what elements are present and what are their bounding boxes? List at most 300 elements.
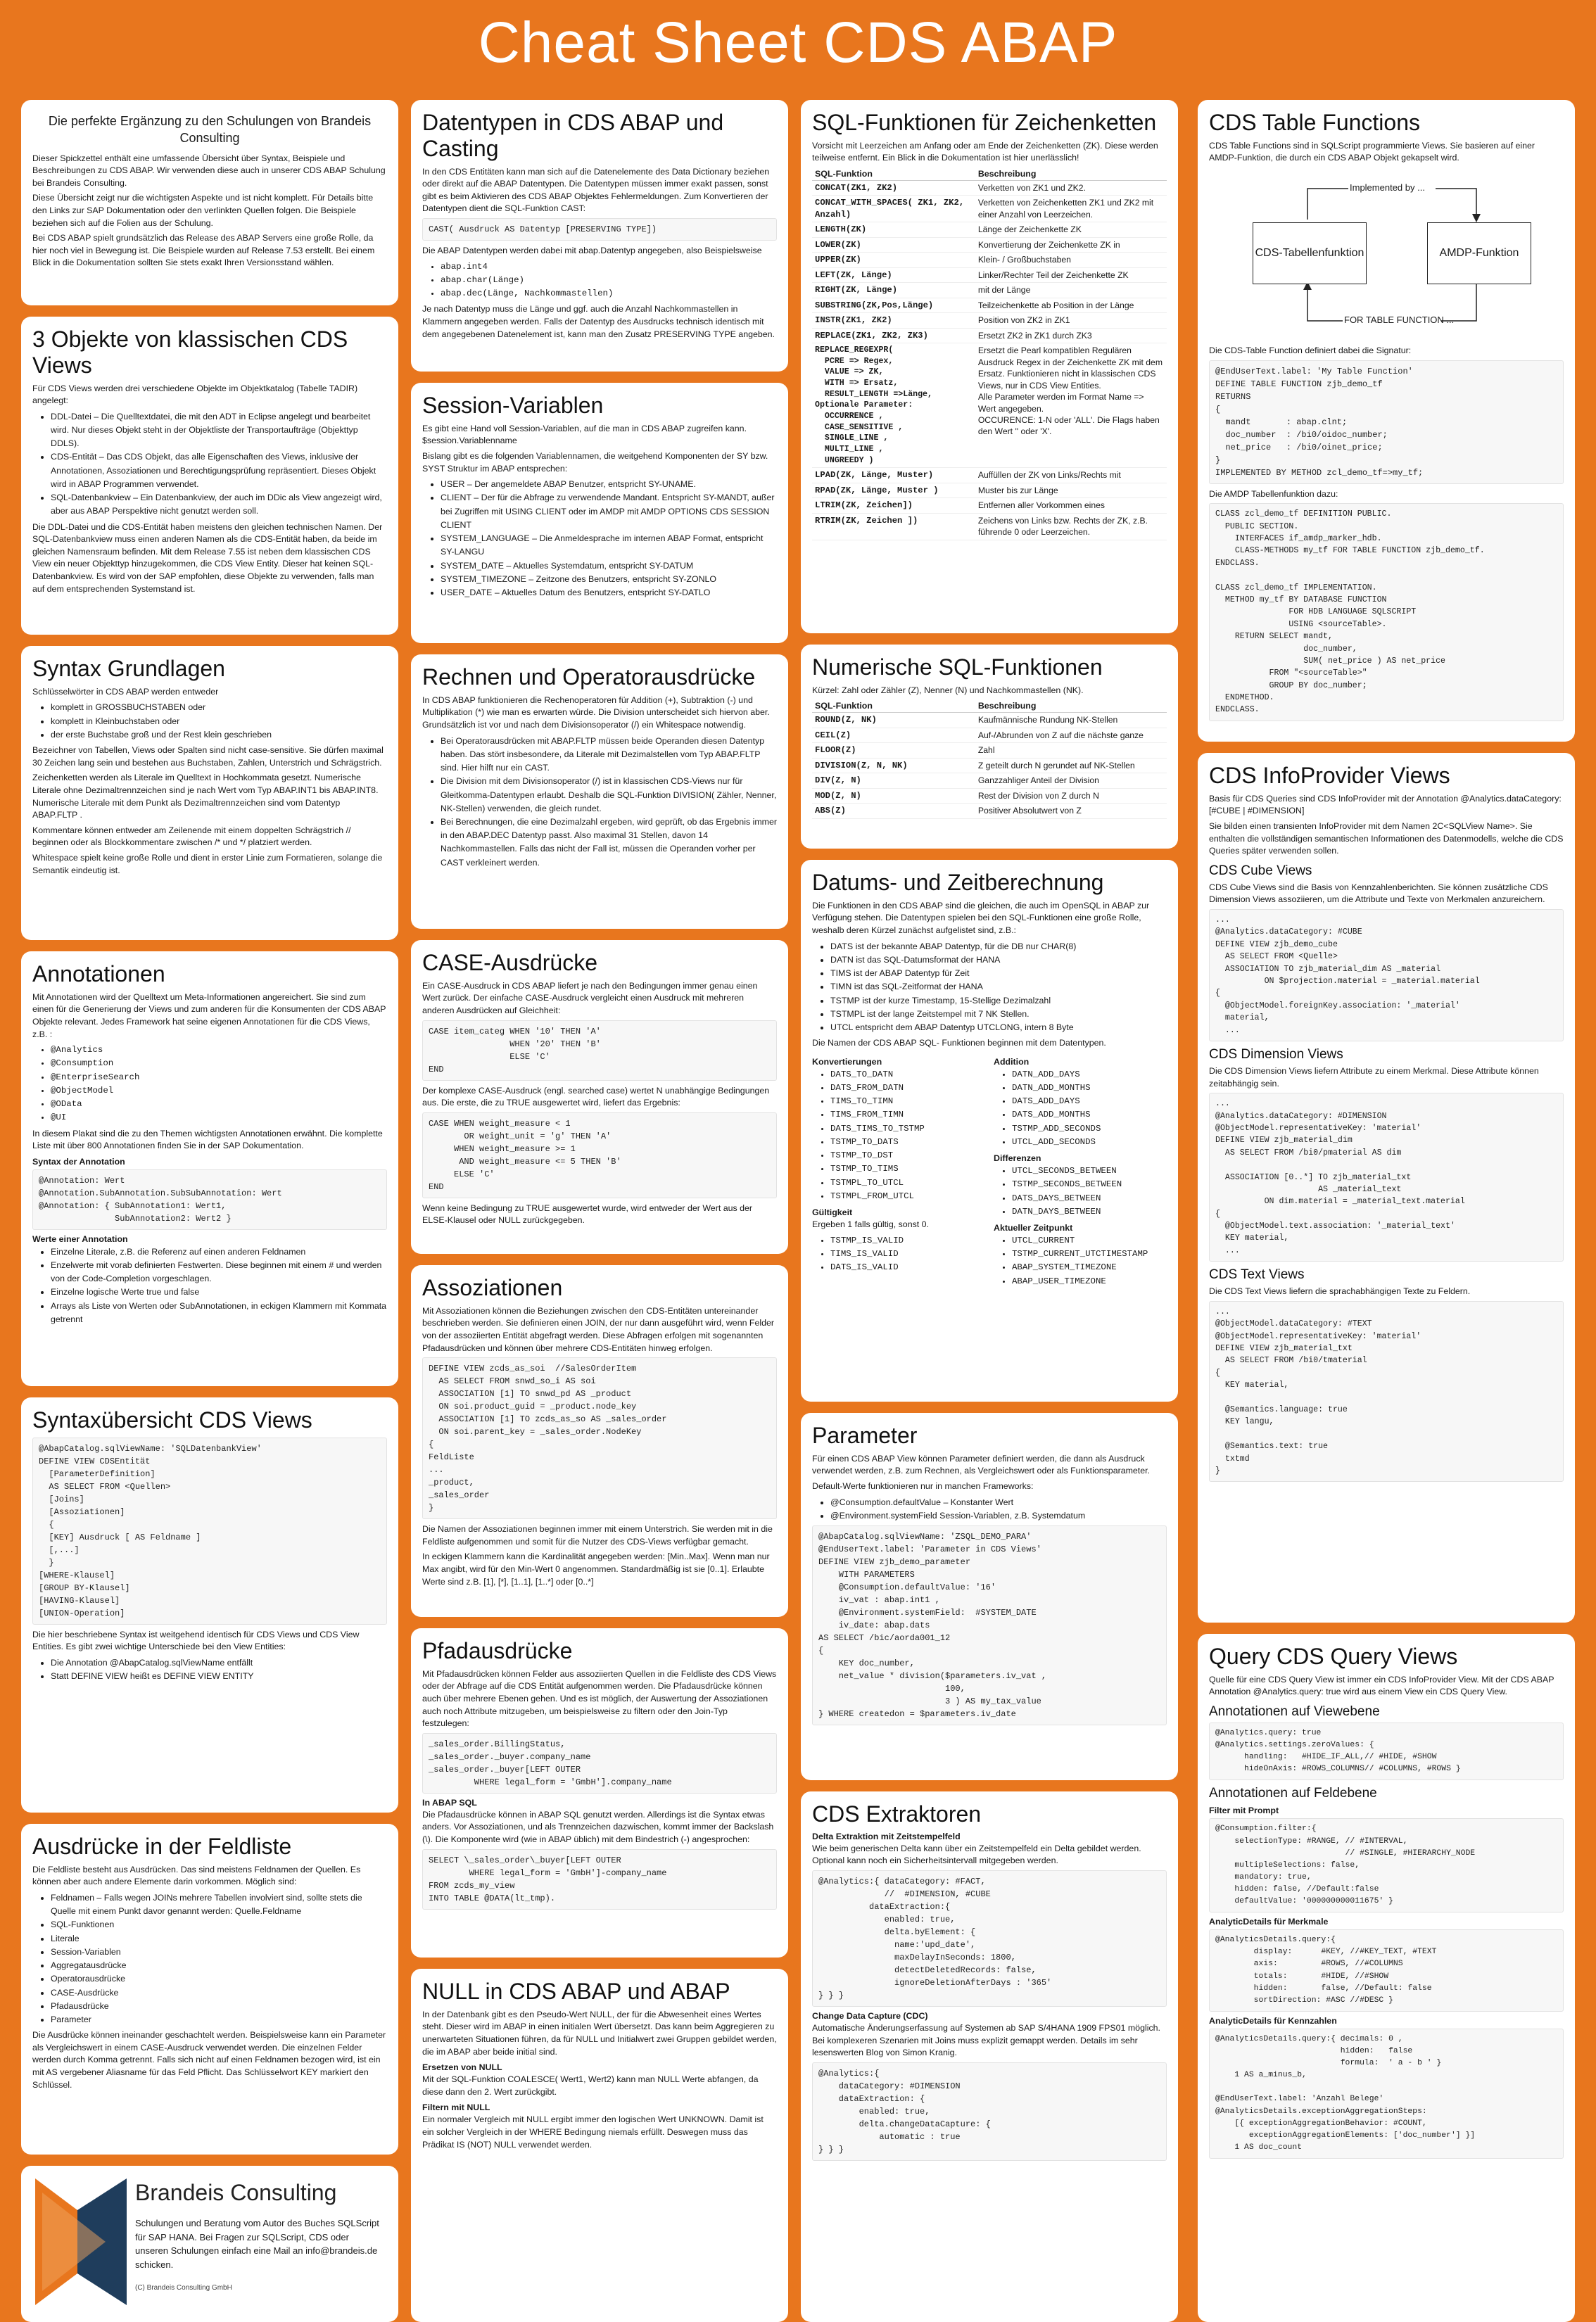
operators-list [422,735,777,870]
section-heading: Numerische SQL-Funktionen [812,654,1103,680]
numeric-functions-card [801,645,1178,849]
table-cell: Auf-/Abrunden von Z auf die nächste ganze [975,728,1167,742]
datatypes-card [411,100,788,372]
table-cell: MOD(Z, N) [812,788,975,803]
code-block: @EndUserText.label: 'My Table Function' DEFINE TABLE FUNCTION zjb_demo_tf RETURNS { mandt : abap.clnt; doc_number : /bi0/oidoc_number; net_price : /bi0/oinet_price; } IMPLEMENTED BY METHOD zcl_demo_tf=>my_tf; [1209,360,1564,484]
brand-copyright: (C) Brandeis Consulting GmbH [135,2284,232,2292]
section-heading: NULL in CDS ABAP und ABAP [422,1979,730,2004]
list-item: • @Analytics [51,1043,387,1057]
list-item: • CDS-Entität – Das CDS Objekt, das alle Eigenschaften des Views, inklusive der Annotationen, Assoziationen und Berechtigungsprüfung repräsentiert. Dieses Objekt wird in ABAP Programmen verwendet. [51,450,387,491]
annotations-lead: Mit Annotationen wird der Quelltext um Meta-Informationen angereichert. Sie sind zum einen für die Generierung der Views und zum anderen für die Konsumenten der CDS ABAP Objekte relevant. Jedes Framework hat seine eigenen Annotationen für die CDS Views, z.B. : [32,991,386,1039]
extract-lead: Wie beim generischen Delta kann über ein Zeitstempelfeld ein Delta gebildet werden. Optional kann noch ein Sicherheitsintervall mitgegeben werden. [812,1843,1141,1866]
table-header-row [812,699,1167,713]
table-row [812,498,1167,513]
table-cell: Position von ZK2 in ZK1 [975,313,1167,328]
table-cell: LENGTH(ZK) [812,222,975,237]
list-item: • TIMS ist der ABAP Datentyp für Zeit [830,967,1167,980]
list-item: • DATS_DAYS_BETWEEN [1012,1192,1167,1205]
section-heading: Session-Variablen [422,393,604,418]
table-cell: Ersetzt ZK2 in ZK1 durch ZK3 [975,328,1167,343]
list-item: • SYSTEM_LANGUAGE – Die Anmeldesprache im internen ABAP Format, entspricht SY-LANGU [441,532,777,559]
section-heading: Datentypen in CDS ABAP und Casting [422,110,724,161]
list-item: • TSTMP_TO_TIMS [830,1162,985,1176]
list-item: • @Consumption [51,1057,387,1070]
objects-tail: Die DDL-Datei und die CDS-Entität haben meistens den gleichen technischen Namen. Der SQL-Datenbankview muss einen anderen Namen als die CDS-Entität haben, da beide im gleichen Namensraum befinden. Mit dem Release 7.55 ist neben dem klassischen CDS View ein neuer Objekttyp hinzugekommen, die CDS View Entity. Dieser hat keinen SQL-Datenbankview. Es wird von der SAP empfohlen, diese Objekte zu verwenden, falls man auf dem entsprechenden Systemstand ist. [32,521,383,594]
list-item: • Die Annotation @AbapCatalog.sqlViewName entfällt [51,1656,387,1670]
table-cell: Ersetzt die Pearl kompatiblen Regulären Ausdruck Regex in der Zeichenkette ZK mit dem Ersatz. Funktionieren nicht in klassischen CDS Views, nur in CDS View Entities. Alle Parameter werden im Format Name => Wert angegeben. OCCURENCE: 1-N oder 'ALL'. Die Flags haben den Wert '' oder 'X'. [975,343,1167,468]
code-block: @Annotation: Wert @Annotation.SubAnnotation.SubSubAnnotation: Wert @Annotation: { SubAnnotation1: Wert1, SubAnnotation2: Wert2 } [32,1169,387,1230]
table-row [812,313,1167,328]
table-cell: INSTR(ZK1, ZK2) [812,313,975,328]
subheading: AnalyticDetails für Kennzahlen [1209,2015,1337,2026]
subheading: AnalyticDetails für Merkmale [1209,1917,1329,1927]
list-item: • UTCL entspricht dem ABAP Datentyp UTCLONG, intern 8 Byte [830,1021,1167,1034]
objects-lead: Für CDS Views werden drei verschiedene Objekte im Objektkatalog (Tabelle TADIR) angelegt: [32,383,358,406]
table-cell: UPPER(ZK) [812,253,975,267]
subheading: Delta Extraktion mit Zeitstempelfeld [812,1831,961,1841]
page-title: Cheat Sheet CDS ABAP [478,11,1118,75]
table-row [812,728,1167,742]
intro-card [21,100,398,305]
table-cell: CONCAT_WITH_SPACES( ZK1, ZK2, Anzahl) [812,196,975,222]
list-item: • DATN_ADD_DAYS [1012,1068,1167,1081]
section-heading: CDS Extraktoren [812,1801,982,1827]
table-header-row [812,167,1167,181]
subheading: Gültigkeit [812,1207,853,1217]
dimension-text: Die CDS Dimension Views liefern Attribute zu einem Merkmal. Diese Attribute können zeitabhängig sein. [1209,1065,1539,1089]
table-function-diagram [1209,170,1564,339]
datetime-card [801,860,1178,1402]
arrow-label: FOR TABLE FUNCTION ... [1344,315,1455,326]
subheading: Change Data Capture (CDC) [812,2011,928,2022]
null-tail: Ein normaler Vergleich mit NULL ergibt immer den logischen Wert UNKNOWN. Damit ist ein solcher Vergleich in der WHERE Bedingung niemals erfüllt. Deswegen muss das Prädikat IS (NOT) NULL verwendet werden. [422,2114,764,2150]
syntax-overview-list [32,1656,387,1683]
path-subheading: In ABAP SQL [422,1797,477,1808]
datetime-mid: Die Namen der CDS ABAP SQL- Funktionen beginnen mit dem Datentypen. [812,1038,1106,1048]
code-block: SELECT \_sales_order\_buyer[LEFT OUTER WHERE legal_form = 'GmbH']-company_name FROM zcds_my_view INTO TABLE @DATA(lt_tmp). [422,1849,777,1910]
params-lead: Für einen CDS ABAP View können Parameter definiert werden, die dann als Ausdruck verwendet werden, z.B. zum Rechnen, als Vergleichswert oder als Funktionsparameter. [812,1453,1151,1476]
session-list [422,478,777,599]
list-item: • DATN ist das SQL-Datumsformat der HANA [830,953,1167,967]
text-view-text: Die CDS Text Views liefern die sprachabhängigen Texte zu Feldern. [1209,1286,1471,1297]
section-heading: CASE-Ausdrücke [422,950,597,975]
section-heading: Datums- und Zeitberechnung [812,870,1104,895]
list-item: • DDL-Datei – Die Quelltextdatei, die mit den ADT in Eclipse angelegt und bearbeitet wird. Nur dieses Objekt steht in der Objektliste der Transportaufträge (Objekttyp DDLS). [51,410,387,451]
table-cell: Teilzeichenkette ab Position in der Länge [975,298,1167,312]
list-item: • @ObjectModel [51,1084,387,1098]
table-cell: REPLACE(ZK1, ZK2, ZK3) [812,328,975,343]
section-heading: CDS InfoProvider Views [1209,763,1450,788]
table-row [812,237,1167,252]
list-item: • TSTMPL_FROM_UTCL [830,1190,985,1203]
section-heading: Syntax Grundlagen [32,656,225,681]
table-cell: LOWER(ZK) [812,237,975,252]
intro-paragraph: Bei CDS ABAP spielt grundsätzlich das Release des ABAP Servers eine große Rolle, da hier noch viel in Bewegung ist. Die Beispiele wurden auf Release 7.53 erstellt. Bei einem Blick in die Dokumentation sollten Sie stets exakt Ihren Versionsstand wählen. [32,233,375,268]
annotations-values-label: Werte einer Annotation [32,1233,128,1244]
syntax-paragraph: Kommentare können entweder am Zeilenende mit einem doppelten Schrägstrich // beginnen oder als Blockkommentare zwischen /* und */ platziert werden. [32,825,351,848]
list-item: • Einzelne Literale, z.B. die Referenz auf einen anderen Feldnamen [51,1245,387,1259]
list-item: • TSTMP_SECONDS_BETWEEN [1012,1178,1167,1191]
syntax-paragraph: Zeichenketten werden als Literale im Quelltext in Hochkommata gesetzt. Numerische Literale ohne Dezimaltrennzeichen sind je nach Wert vom Typ ABAP.INT1 bis ABAP.INT8. Numerische Literale mit dem Punkt als Dezimaltrennzeichen sind vom Datentyp ABAP.FLTP . [32,773,379,820]
null-subheading: Ersetzen von NULL [422,2062,502,2073]
section-heading: Assoziationen [422,1275,563,1300]
section-heading: Rechnen und Operatorausdrücke [422,664,756,690]
null-subheading: Filtern mit NULL [422,2102,490,2113]
list-item: • abap.int4 [441,260,777,274]
list-item: • DATS_TIMS_TO_TSTMP [830,1122,985,1136]
code-block: @Analytics:{ dataCategory: #DIMENSION dataExtraction: { enabled: true, delta.changeDataCapture: { automatic : true } } } [812,2062,1167,2161]
validity-list [812,1234,985,1275]
list-item: • @Environment.systemField Session-Variablen, z.B. Systemdatum [830,1509,1167,1523]
fieldlist-card [21,1824,398,2155]
table-cell: Konvertierung der Zeichenkette ZK in [975,237,1167,252]
list-item: • TSTMP_CURRENT_UTCTIMESTAMP [1012,1248,1167,1261]
null-mid: Mit der SQL-Funktion COALESCE( Wert1, Wert2) kann man NULL Werte abfangen, da diese dann den 2. Wert zurückgibt. [422,2074,759,2097]
tablefunc-sig: Die CDS-Table Function definiert dabei die Signatur: [1209,345,1412,356]
code-block: @Analytics.query: true @Analytics.settings.zeroValues: { handling: #HIDE_IF_ALL,// #HIDE, #SHOW hideOnAxis: #ROWS_COLUMNS// #COLUMNS, #ROWS } [1209,1723,1564,1780]
list-item: • @OData [51,1098,387,1111]
intro-paragraph: Diese Übersicht zeigt nur die wichtigsten Aspekte und ist nicht komplett. Für Details bitte den Links zur SAP Dokumentation oder den verlinkten Quellen folgen. Die Beispiele beziehen sich auf die Folien aus der Schulung. [32,193,374,228]
section-heading: Pfadausdrücke [422,1638,573,1663]
string-functions-card [801,100,1178,633]
syntax-paragraph: Whitespace spielt keine große Rolle und dient in erster Linie zum Formatieren, solange die Semantik eindeutig ist. [32,852,383,875]
list-item: • ABAP_USER_TIMEZONE [1012,1275,1167,1288]
strfunc-lead: Vorsicht mit Leerzeichen am Anfang oder am Ende der Zeichenketten (ZK). Diese werden teilweise entfernt. Ein Blick in die Dokumentation ist hier unerlässlich! [812,140,1158,163]
code-block: CAST( Ausdruck AS Datentyp [PRESERVING TYPE]) [422,218,777,241]
path-card [411,1628,788,1958]
code-block: CASE item_categ WHEN '10' THEN 'A' WHEN '20' THEN 'B' ELSE 'C' END [422,1020,777,1081]
section-heading: SQL-Funktionen für Zeichenketten [812,110,1157,135]
associations-card [411,1265,788,1617]
list-item: • UTCL_SECONDS_BETWEEN [1012,1165,1167,1178]
datetime-right-column [994,1053,1167,1291]
column-header: Beschreibung [975,167,1167,181]
list-item: • Bei Berechnungen, die eine Dezimalzahl ergeben, wird geprüft, ob das Ergebnis immer in den ABAP.DEC Datentyp passt. Also maximal 31 Stellen, davon 14 Nachkommastellen. Falls das nicht der Fall ist, müssen die Operanden vorher per CAST verkleinert werden. [441,816,777,870]
session-lead2: Bislang gibt es die folgenden Variablennamen, die weitgehend Komponenten der SY bzw. SYST Struktur im ABAP entsprechen: [422,451,768,474]
brand-name: Brandeis Consulting [135,2180,337,2205]
table-cell: FLOOR(Z) [812,743,975,758]
syntax-overview-card [21,1397,398,1813]
list-item: • Parameter [51,2013,387,2026]
addition-list [994,1068,1167,1149]
list-item: • TSTMP_TO_DATS [830,1136,985,1149]
cube-text: CDS Cube Views sind die Basis von Kennzahlenberichten. Sie können zusätzliche CDS Dimension Views assoziieren, um die Attribute und Texte von Merkmalen anzureichern. [1209,882,1548,905]
list-item: • TSTMPL ist der lange Zeitstempel mit 7 NK Stellen. [830,1008,1167,1021]
code-block: @Consumption.filter:{ selectionType: #RANGE, // #INTERVAL, // #SINGLE, #HIERARCHY_NODE multipleSelections: false, mandatory: true, hidden: false, //Default:false defaultValue: '000000000011675' } [1209,1818,1564,1912]
table-cell: CEIL(Z) [812,728,975,742]
table-cell: ABS(Z) [812,804,975,818]
datetime-types-list [812,940,1167,1035]
subheading: CDS Cube Views [1209,863,1312,878]
objects-list [32,410,387,519]
table-row [812,267,1167,282]
query-lead: Quelle für eine CDS Query View ist immer ein CDS InfoProvider View. Mit der CDS ABAP Annotation @Analytics.query: true wird aus einem View ein CDS Query View. [1209,1674,1554,1697]
list-item: • komplett in Kleinbuchstaben oder [51,715,387,728]
table-cell: DIV(Z, N) [812,773,975,788]
case-card [411,940,788,1254]
section-heading: Annotationen [32,961,165,986]
table-cell: DIVISION(Z, N, NK) [812,758,975,773]
list-item: • DATS_TO_DATN [830,1068,985,1081]
list-item: • Feldnamen – Falls wegen JOINs mehrere Tabellen involviert sind, sollte stets die Quelle mit einem Punkt davor genannt werden: Quelle.Feldname [51,1891,387,1918]
objects-card [21,317,398,635]
list-item: • Literale [51,1932,387,1946]
brandeis-logo-icon [35,2178,127,2305]
list-item: • Aggregatausdrücke [51,1959,387,1972]
list-item: • TSTMPL_TO_UTCL [830,1176,985,1190]
subheading: Addition [994,1056,1030,1067]
code-block: _sales_order.BillingStatus, _sales_order._buyer.company_name _sales_order._buyer[LEFT OUTER WHERE legal_form = 'GmbH'].company_name [422,1733,777,1794]
params-list [812,1496,1167,1523]
list-item: • TIMS_IS_VALID [830,1248,985,1261]
syntax-overview-tail: Die hier beschriebene Syntax ist weitgehend identisch für CDS Views und CDS View Entities. Es gibt zwei wichtige Unterschiede bei den View Entities: [32,1629,360,1652]
table-cell: LTRIM(ZK, Zeichen]) [812,498,975,513]
parameter-card [801,1413,1178,1780]
fieldlist-lead: Die Feldliste besteht aus Ausdrücken. Das sind meistens Feldnamen der Quellen. Es können aber auch andere Elemente darin vorkommen. Möglich sind: [32,1864,361,1887]
section-heading: Ausdrücke in der Feldliste [32,1834,292,1859]
table-row [812,328,1167,343]
table-row [812,283,1167,298]
list-item: • DATS_ADD_MONTHS [1012,1108,1167,1122]
list-item: • ABAP_SYSTEM_TIMEZONE [1012,1261,1167,1274]
assoc-tail: Die Namen der Assoziationen beginnen immer mit einem Unterstrich. Sie werden mit in die Feldliste aufgenommen und somit für die Nutzer des CDS-Views verfügbar gemacht. [422,1524,773,1547]
list-item: • USER – Der angemeldete ABAP Benutzer, entspricht SY-UNAME. [441,478,777,491]
table-functions-card [1198,100,1575,742]
syntax-lead: Schlüsselwörter in CDS ABAP werden entweder [32,686,219,697]
list-item: • DATS ist der bekannte ABAP Datentyp, für die DB nur CHAR(8) [830,940,1167,953]
list-item: • DATS_ADD_DAYS [1012,1095,1167,1108]
datatypes-list [422,260,777,301]
syntax-list [32,701,387,742]
list-item: • @EnterpriseSearch [51,1071,387,1084]
case-tail: Wenn keine Bedingung zu TRUE ausgewertet wurde, wird entweder der Wert aus der ELSE-Klausel oder NULL zurückgegeben. [422,1203,753,1226]
session-lead: Es gibt eine Hand voll Session-Variablen, auf die man in CDS ABAP zugreifen kann. $session.Variablenname [422,423,747,446]
code-block: ... @ObjectModel.dataCategory: #TEXT @ObjectModel.representativeKey: 'material' DEFINE VIEW zjb_material_txt AS SELECT FROM /bi0/tmaterial { KEY material, @Semantics.language: true KEY langu, @Semantics.text: true txtmd } [1209,1301,1564,1482]
table-cell: Z geteilt durch N gerundet auf NK-Stellen [975,758,1167,773]
current-time-list [994,1234,1167,1288]
table-cell: Verketten von Zeichenketten ZK1 und ZK2 mit einer Anzahl von Leerzeichen. [975,196,1167,222]
path-lead: Mit Pfadausdrücken können Felder aus assoziierten Quellen in die Feldliste des CDS Views oder der Abfrage auf die CDS Entität aufgenommen werden. Die Pfadausdrücke können auch über mehrere Ebenen gehen. Und es ist möglich, der Auswertung der Assoziationen auch noch Attribute mitzugeben, um beispielsweise zu filtern oder den Join-Typ festzulegen: [422,1668,777,1729]
table-row [812,773,1167,788]
list-item: • Einzelne logische Werte true und false [51,1286,387,1299]
infoprov-lead2: Sie bilden einen transienten InfoProvider mit dem Namen 2C<SQLView Name>. Sie enthalten die vollständigen semantischen Informationen des Datenmodells, welche die CDS Queries später verwenden sollen. [1209,821,1564,856]
table-row [812,468,1167,483]
list-item: • DATS_FROM_DATN [830,1081,985,1095]
table-cell: Kaufmännische Rundung NK-Stellen [975,713,1167,728]
list-item: • UTCL_CURRENT [1012,1234,1167,1248]
list-item: • UTCL_ADD_SECONDS [1012,1136,1167,1149]
extractors-card [801,1791,1178,2322]
intro-heading: Die perfekte Ergänzung zu den Schulungen von Brandeis Consulting [48,114,372,146]
table-row [812,743,1167,758]
numfunc-lead: Kürzel: Zahl oder Zähler (Z), Nenner (N) und Nachkommastellen (NK). [812,685,1084,695]
datatypes-mid: Die ABAP Datentypen werden dabei mit abap.Datentyp angegeben, also Beispielsweise [422,246,762,256]
table-cell: RPAD(ZK, Länge, Muster ) [812,483,975,497]
subheading: Aktueller Zeitpunkt [994,1222,1073,1233]
code-block: ... @Analytics.dataCategory: #DIMENSION @ObjectModel.representativeKey: 'material' DEFINE VIEW zjb_material_dim AS SELECT FROM /bi0/pmaterial AS dim ASSOCIATION [0..*] TO zjb_material_txt AS _material_text ON dim.material = _material_text.material { @ObjectModel.text.association: '_material_text' KEY material, ... [1209,1093,1564,1262]
tablefunc-sub: Die AMDP Tabellenfunktion dazu: [1209,488,1338,499]
section-heading: Syntaxübersicht CDS Views [32,1407,312,1433]
code-block: ... @Analytics.dataCategory: #CUBE DEFINE VIEW zjb_demo_cube AS SELECT FROM <Quelle> ASSOCIATION TO zjb_material_dim AS _material ON $projection.material = _material.material { @ObjectModel.foreignKey.association: '_material' material, ... [1209,909,1564,1041]
session-card [411,383,788,643]
table-cell: LPAD(ZK, Länge, Muster) [812,468,975,483]
column-header: Beschreibung [975,699,1167,713]
operators-card [411,654,788,929]
table-cell: CONCAT(ZK1, ZK2) [812,181,975,196]
code-block: @AbapCatalog.sqlViewName: 'SQLDatenbankView' DEFINE VIEW CDSEntität [ParameterDefinition] AS SELECT FROM <Quellen> [Joins] [Assoziationen] { [KEY] Ausdruck [ AS Feldname ] [,...] } [WHERE-Klausel] [GROUP BY-Klausel] [HAVING-Klausel] [UNION-Operation] [32,1438,387,1625]
list-item: • Session-Variablen [51,1946,387,1959]
annotations-values-list [32,1245,387,1326]
table-row [812,253,1167,267]
extract-mid: Automatische Änderungserfassung auf Systemen ab SAP S/4HANA 1909 FPS01 möglich. Bei komplexeren Szenarien mit Joins muss explizit gemappt werden. Details im sehr lesenswerten Blog von Simon Kranig. [812,2023,1160,2058]
string-functions-table [812,167,1167,540]
list-item: • CASE-Ausdrücke [51,1986,387,2000]
table-row [812,483,1167,497]
fieldlist-list [32,1891,387,2026]
list-item: • Enzelwerte mit vorab definierten Festwerten. Diese beginnen mit einem # und werden von der Code-Completion vorgeschlagen. [51,1259,387,1286]
code-block: @AbapCatalog.sqlViewName: 'ZSQL_DEMO_PARA' @EndUserText.label: 'Parameter in CDS Views' DEFINE VIEW zjb_demo_parameter WITH PARAMETERS @Consumption.defaultValue: '16' iv_vat : abap.int1 , @Environment.systemField: #SYSTEM_DATE iv_date: abap.dats AS SELECT /bic/aorda001_12 { KEY doc_number, net_value * division($parameters.iv_vat , 100, 3 ) AS my_tax_value } WHERE createdon = $parameters.iv_date [812,1525,1167,1725]
list-item: • TIMS_TO_TIMN [830,1095,985,1108]
list-item: • komplett in GROSSBUCHSTABEN oder [51,701,387,714]
column-header: SQL-Funktion [812,699,975,713]
arrow-label: Implemented by ... [1350,182,1425,194]
list-item: • CLIENT – Der für die Abfrage zu verwendende Mandant. Entspricht SY-MANDT, außer bei Zugriffen mit USING CLIENT oder im AMDP mit AMDP OPTIONS CDS SESSION CLIENT [441,491,777,532]
operators-lead: In CDS ABAP funktionieren die Rechenoperatoren für Addition (+), Subtraktion (-) und Multiplikation (*) wie man es erwarten würde. Die Division unterscheidet sich hiervon aber. Grundsätzlich ist vor und nach dem Divisionsoperator (/) ein Whitespace notwendig. [422,694,770,730]
table-row [812,181,1167,196]
subheading: Filter mit Prompt [1209,1806,1279,1816]
code-block: @AnalyticsDetails.query:{ decimals: 0 , hidden: false formula: ' a - b ' } 1 AS a_minus_b, @EndUserText.label: 'Anzahl Belege' @AnalyticsDetails.exceptionAggregationSteps: [{ exceptionAggregationBehavior: #COUNT, exceptionAggregationElements: ['doc_number'] }] 1 AS doc_count [1209,2029,1564,2159]
table-row [812,222,1167,237]
subheading: Konvertierungen [812,1056,882,1067]
table-cell: Zeichens von Links bzw. Rechts der ZK, z.B. führende 0 oder Leerzeichen. [975,513,1167,540]
list-item: • DATN_DAYS_BETWEEN [1012,1205,1167,1219]
list-item: • TSTMP_IS_VALID [830,1234,985,1248]
table-cell: LEFT(ZK, Länge) [812,267,975,282]
assoc-tail: In eckigen Klammern kann die Kardinalität angegeben werden: [Min..Max]. Wenn man nur Max angibt, wird für den Min-Wert 0 angenommen. Standardmäßig ist sie [0..1]. Erlaubte Werte sind z.B. [1], [*], [1..1], [1..*] oder [0..*] [422,1552,770,1587]
table-cell: RTRIM(ZK, Zeichen ]) [812,513,975,540]
subheading: Annotationen auf Viewebene [1209,1704,1380,1720]
table-row [812,343,1167,468]
path-mid: Die Pfadausdrücke können in ABAP SQL genutzt werden. Allerdings ist die Syntax etwas anders. Vor Assoziationen, und als Trennzeichen dazwischen, kommt immer der Backslash (\). Die Komponente wird (wie in ABAP üblich) mit dem Bindestrich (-) angesprochen: [422,1809,774,1845]
table-cell: Klein- / Großbuchstaben [975,253,1167,267]
datetime-functions [812,1053,1167,1291]
section-heading: Query CDS Query Views [1209,1644,1458,1669]
numeric-functions-table [812,699,1167,818]
list-item: • TSTMP ist der kurze Timestamp, 15-Stellige Dezimalzahl [830,994,1167,1008]
table-cell: RIGHT(ZK, Länge) [812,283,975,298]
table-row [812,713,1167,728]
list-item: • abap.char(Länge) [441,274,777,287]
case-mid: Der komplexe CASE-Ausdruck (engl. searched case) wertet N unabhängige Bedingungen aus. Die erste, die zu TRUE ausgewertet wird, liefert das Ergebnis: [422,1085,770,1108]
annotations-list [32,1043,387,1124]
list-item: • TIMS_FROM_TIMN [830,1108,985,1122]
section-heading: 3 Objekte von klassischen CDS Views [32,326,348,378]
null-lead: In der Datenbank gibt es den Pseudo-Wert NULL, der für die Abwesenheit eines Wertes steht. Dieser wird im ABAP in einen initialen Wert übersetzt. Das kann beim Aggregieren zu unerwarteten Situationen führen, da für NULL und Initialwert zwei Gruppen gebildet werden, die im ABAP aber beide initial sind. [422,2009,777,2057]
fieldlist-tail: Die Ausdrücke können ineinander geschachtelt werden. Beispielsweise kann ein Parameter als Vergleichswert in einem CASE-Ausdruck verwendet werden. Die einzelnen Felder werden durch Komma getrennt. Falls sich nicht auf einen Feldnamen bezogen wird, ist ein mit AS vergebener Aliasname für das Feld Pflicht. Das Schlüsselwort KEY markiert den Schlüssel. [32,2030,386,2090]
section-heading: CDS Table Functions [1209,110,1420,135]
list-item: • Die Division mit dem Divisionsoperator (/) ist in klassischen CDS-Views nur für Gleitkomma-Datentypen erlaubt. Deshalb die SQL-Funktion DIVISION( Zähler, Nenner, NK-Stellen) verwenden, die gleich rundet. [441,775,777,816]
annotations-syntax-label: Syntax der Annotation [32,1156,125,1167]
brand-text: Schulungen und Beratung vom Autor des Buches SQLScript für SAP HANA. Bei Fragen zur SQLScript, CDS oder unseren Schulungen einfach eine Mail an info@brandeis.de schicken. [135,2218,379,2270]
list-item: • Pfadausdrücke [51,2000,387,2013]
case-lead: Ein CASE-Ausdruck in CDS ABAP liefert je nach den Bedingungen immer genau einen Wert zurück. Der einfache CASE-Ausdruck vergleicht einen Ausdruck mit mehreren anderen Ausdrücken auf Gleichheit: [422,980,758,1016]
list-item: • TSTMP_TO_DST [830,1149,985,1162]
params-lead2: Default-Werte funktionieren nur in manchen Frameworks: [812,1481,1034,1492]
difference-list [994,1165,1167,1219]
list-item: • der erste Buchstabe groß und der Rest klein geschrieben [51,728,387,742]
infoprov-lead: Basis für CDS Queries sind CDS InfoProvider mit der Annotation @Analytics.dataCategory: [#CUBE | #DIMENSION] [1209,793,1562,816]
list-item: • Operatorausdrücke [51,1972,387,1986]
list-item: • Statt DEFINE VIEW heißt es DEFINE VIEW ENTITY [51,1670,387,1683]
table-cell: Rest der Division von Z durch N [975,788,1167,803]
table-cell: ROUND(Z, NK) [812,713,975,728]
annotations-card [21,951,398,1386]
valid-lead: Ergeben 1 falls gültig, sonst 0. [812,1219,929,1229]
conversion-list [812,1068,985,1203]
table-cell: Entfernen aller Vorkommen eines [975,498,1167,513]
column-header: SQL-Funktion [812,167,975,181]
table-cell: Zahl [975,743,1167,758]
table-cell: Muster bis zur Länge [975,483,1167,497]
list-item: • SQL-Datenbankview – Ein Datenbankview, der auch im DDic als View angezeigt wird, aber aus ABAP Perspektive nicht genutzt werden soll. [51,491,387,518]
subheading: CDS Dimension Views [1209,1046,1343,1062]
table-cell: Positiver Absolutwert von Z [975,804,1167,818]
code-block: DEFINE VIEW zcds_as_soi //SalesOrderItem AS SELECT FROM snwd_so_i AS soi ASSOCIATION [1] TO snwd_pd AS _product ON soi.product_guid = _product.node_key ASSOCIATION [1] TO zcds_as_so AS _sales_order ON soi.parent_key = _sales_order.NodeKey { FeldListe ... _product, _sales_order } [422,1357,777,1519]
list-item: • Arrays als Liste von Werten oder SubAnnotationen, in eckigen Klammern mit Kommata getrennt [51,1300,387,1326]
table-cell: REPLACE_REGEXPR( PCRE => Regex, VALUE => ZK, WITH => Ersatz, RESULT_LENGTH =>Länge, Optionale Parameter: OCCURRENCE , CASE_SENSITIVE , SINGLE_LINE , MULTI_LINE , UNGREEDY ) [812,343,975,468]
list-item: • TIMN ist das SQL-Zeitformat der HANA [830,980,1167,994]
code-block: CLASS zcl_demo_tf DEFINITION PUBLIC. PUBLIC SECTION. INTERFACES if_amdp_marker_hdb. CLASS-METHODS my_tf FOR TABLE FUNCTION zjb_demo_tf. ENDCLASS. CLASS zcl_demo_tf IMPLEMENTATION. METHOD my_tf BY DATABASE FUNCTION FOR HDB LANGUAGE SQLSCRIPT USING <sourceTable>. RETURN SELECT mandt, doc_number, SUM( net_price ) AS net_price FROM "<sourceTable>" GROUP BY doc_number; ENDMETHOD. ENDCLASS. [1209,503,1564,721]
datetime-lead: Die Funktionen in den CDS ABAP sind die gleichen, die auch im OpenSQL in ABAP zur Verfügung stehen. Die Datentypen spielen bei den SQL-Funktionen eine große Rolle, weshalb deren Kürzel zunächst aufgelistet sind, z.B.: [812,900,1150,936]
list-item: • DATN_ADD_MONTHS [1012,1081,1167,1095]
table-cell: SUBSTRING(ZK,Pos,Länge) [812,298,975,312]
subheading: Differenzen [994,1153,1041,1164]
amdp-function-box: AMDP-Funktion [1427,222,1531,284]
infoprovider-card [1198,753,1575,1623]
datatypes-tail: Je nach Datentyp muss die Länge und ggf. auch die Anzahl Nachkommastellen in Klammern angegeben werden. Falls der Datentyp des Ausdrucks technisch identisch mit dem angegebenen Datenelement ist, kann man den Zusatz PRESERVING TYPE angeben. [422,304,775,339]
table-cell: Ganzzahliger Anteil der Division [975,773,1167,788]
table-row [812,196,1167,222]
subheading: Annotationen auf Feldebene [1209,1786,1377,1801]
code-block: @Analytics:{ dataCategory: #FACT, // #DIMENSION, #CUBE dataExtraction:{ enabled: true, delta.byElement: { name:'upd_date', maxDelayInSeconds: 1800, detectDeletedRecords: false, ignoreDeletionAfterDays : '365' } } } [812,1870,1167,2007]
syntax-paragraph: Bezeichner von Tabellen, Views oder Spalten sind nicht case-sensitive. Sie dürfen maximal 30 Zeichen lang sein und bestehen aus Buchstaben, Zahlen, Unterstrich und Schrägstrich. [32,745,384,768]
subheading: CDS Text Views [1209,1267,1305,1283]
list-item: • SQL-Funktionen [51,1918,387,1931]
list-item: • @UI [51,1111,387,1124]
tablefunc-lead: CDS Table Functions sind in SQLScript programmierte Views. Sie basieren auf einer AMDP-Funktion, die durch ein CDS ABAP Objekt gekapselt wird. [1209,140,1535,163]
table-row [812,298,1167,312]
datetime-left-column [812,1053,985,1291]
list-item: • @Consumption.defaultValue – Konstanter Wert [830,1496,1167,1509]
table-cell: Auffüllen der ZK von Links/Rechts mit [975,468,1167,483]
table-row [812,758,1167,773]
null-card [411,1969,788,2322]
list-item: • TSTMP_ADD_SECONDS [1012,1122,1167,1136]
syntax-card [21,646,398,940]
list-item: • DATS_IS_VALID [830,1261,985,1274]
brand-card [21,2166,398,2322]
list-item: • USER_DATE – Aktuelles Datum des Benutzers, entspricht SY-DATLO [441,586,777,599]
table-row [812,788,1167,803]
table-cell: Linker/Rechter Teil der Zeichenkette ZK [975,267,1167,282]
table-cell: Verketten von ZK1 und ZK2. [975,181,1167,196]
table-cell: Länge der Zeichenkette ZK [975,222,1167,237]
table-row [812,804,1167,818]
assoc-lead: Mit Assoziationen können die Beziehungen zwischen den CDS-Entitäten untereinander beschrieben werden. Sie definieren einen JOIN, der nur dann ausgeführt wird, wenn Felder von der assoziierten Entität abgefragt werden. Diese Abfragen erfolgen mit sogenannten Pfadausdrücken und können über mehrere CDS-Entitäten hinweg erfolgen. [422,1305,775,1353]
table-cell: mit der Länge [975,283,1167,298]
query-card [1198,1634,1575,2322]
intro-paragraph: Dieser Spickzettel enthält eine umfassende Übersicht über Syntax, Beispiele und Beschreibungen zu CDS ABAP. Wir verwenden diese auch in unserer CDS ABAP Schulung bei Brandeis Consulting. [32,153,386,188]
